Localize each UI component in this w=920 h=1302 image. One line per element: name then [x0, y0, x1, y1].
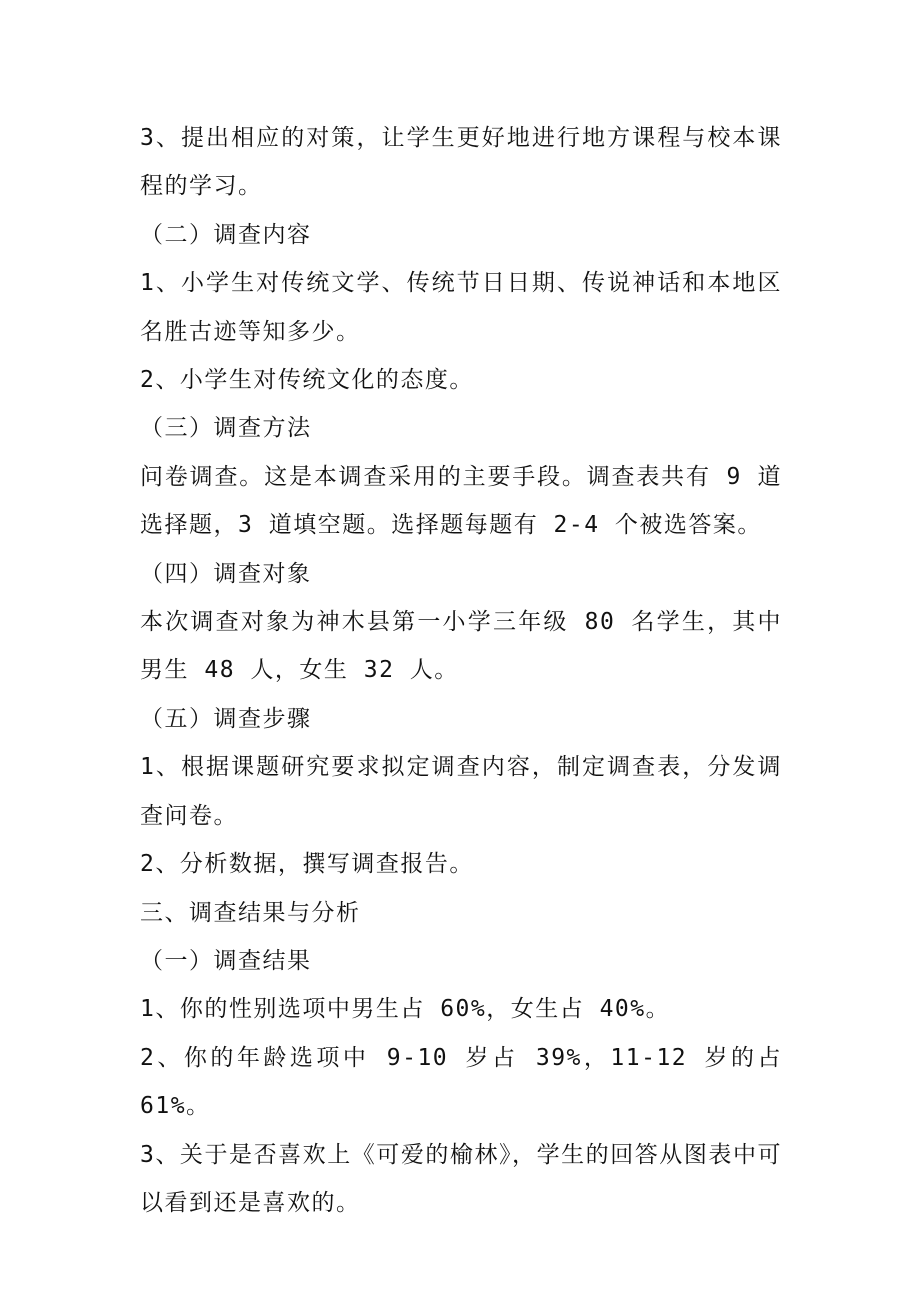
paragraph-result-3: 3、关于是否喜欢上《可爱的榆林》，学生的回答从图表中可以看到还是喜欢的。 [140, 1141, 782, 1216]
paragraph-step-1: 1、根据课题研究要求拟定调查内容，制定调查表，分发调查问卷。 [140, 754, 782, 829]
heading-survey-subjects: （四）调查对象 [140, 560, 312, 587]
paragraph-result-1: 1、你的性别选项中男生占 60%，女生占 40%。 [140, 996, 671, 1023]
heading-survey-method: （三）调查方法 [140, 415, 312, 442]
heading-results-analysis: 三、调查结果与分析 [140, 899, 361, 926]
heading-survey-steps: （五）调查步骤 [140, 705, 312, 732]
paragraph-step-2: 2、分析数据，撰写调查报告。 [140, 851, 474, 878]
heading-survey-content: （二）调查内容 [140, 221, 312, 248]
paragraph-subjects: 本次调查对象为神木县第一小学三年级 80 名学生，其中男生 48 人，女生 32 人。 [140, 609, 782, 684]
paragraph-content-1: 1、小学生对传统文学、传统节日日期、传说神话和本地区名胜古迹等知多少。 [140, 270, 782, 345]
paragraph-content-2: 2、小学生对传统文化的态度。 [140, 367, 474, 394]
paragraph-result-2: 2、你的年龄选项中 9-10 岁占 39%，11-12 岁的占 61%。 [140, 1044, 782, 1120]
paragraph-objective-3: 3、提出相应的对策，让学生更好地进行地方课程与校本课程的学习。 [140, 125, 782, 200]
heading-survey-results: （一）调查结果 [140, 947, 312, 974]
paragraph-method: 问卷调查。这是本调查采用的主要手段。调查表共有 9 道选择题，3 道填空题。选择题每题有 2-4 个被选答案。 [140, 463, 782, 539]
document-body [140, 114, 782, 1227]
